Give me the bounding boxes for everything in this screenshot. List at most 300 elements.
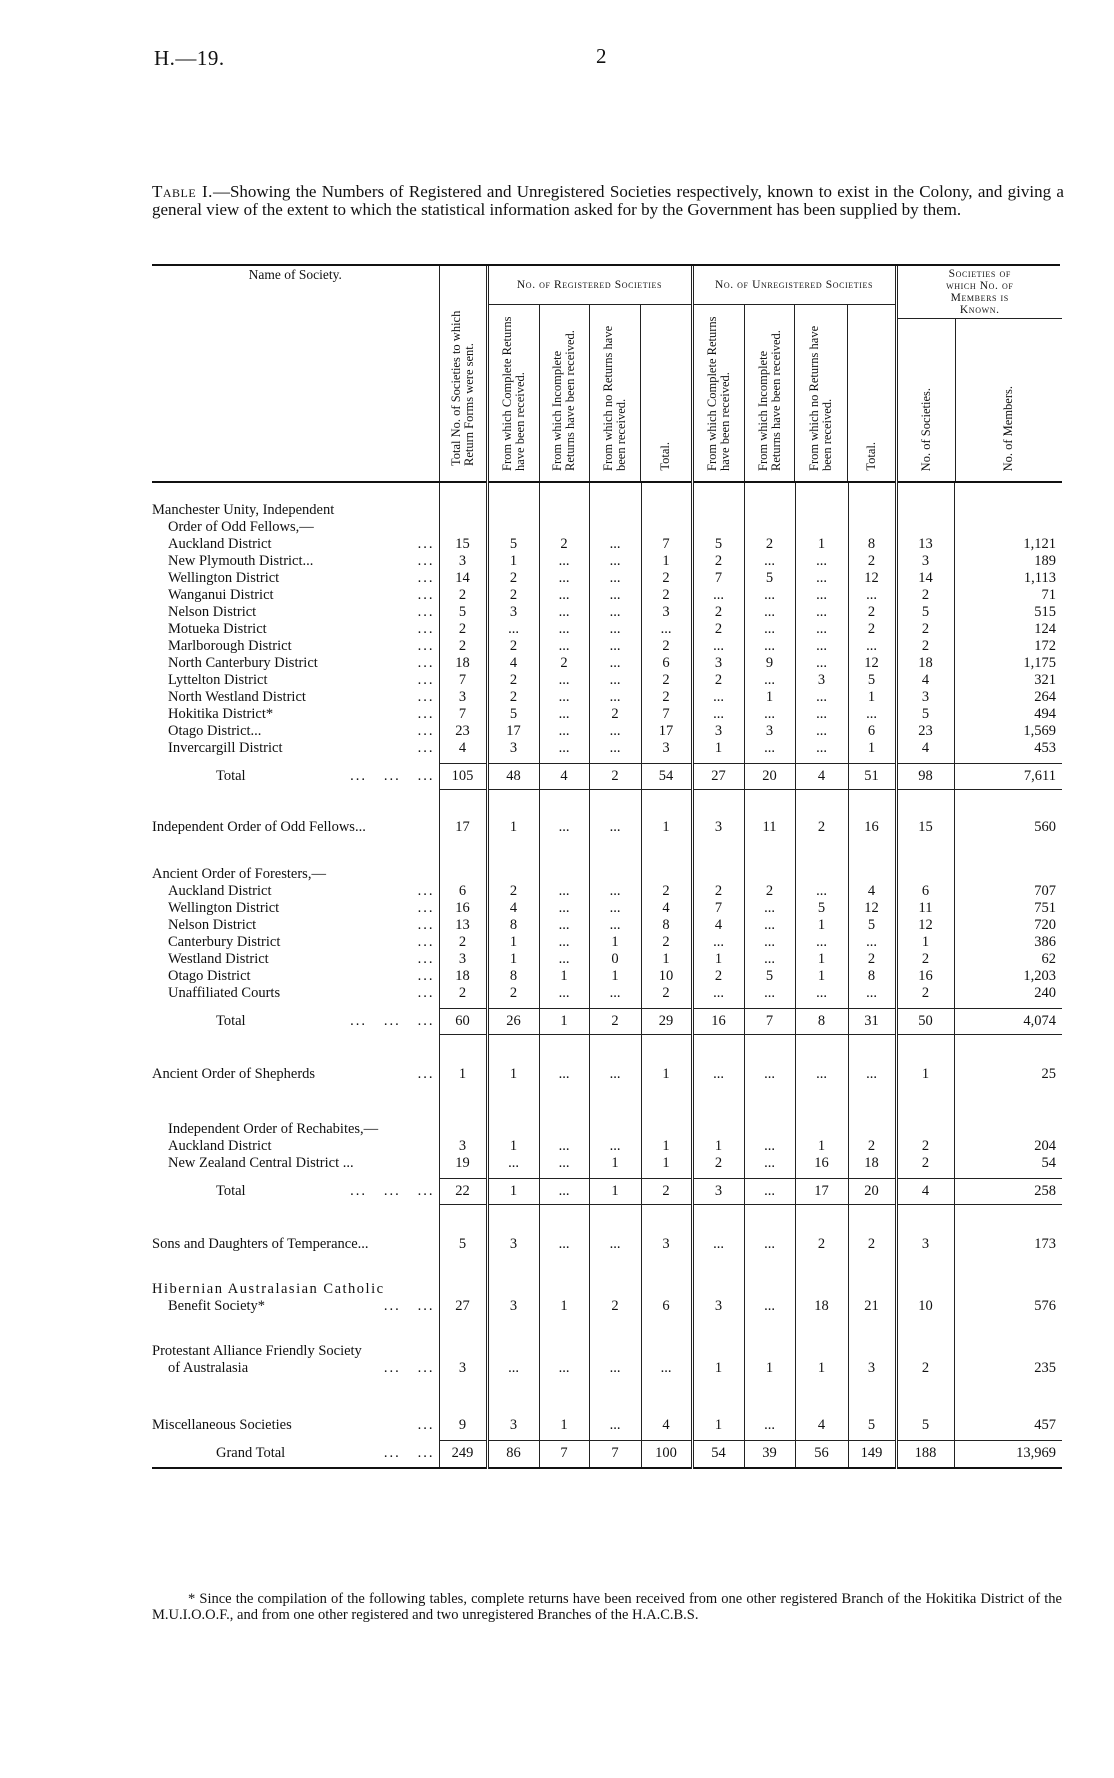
- cell: 100: [641, 1440, 692, 1468]
- cell: 453: [954, 740, 1062, 757]
- cell: 2: [848, 621, 896, 638]
- cell: 5: [744, 570, 795, 587]
- cell: ...: [744, 638, 795, 655]
- cell: 2: [589, 1008, 641, 1034]
- cell: 2: [641, 672, 692, 689]
- cell: 1: [539, 1281, 589, 1315]
- cell: 7: [589, 1440, 641, 1468]
- cell: 3: [896, 689, 954, 706]
- total-row-rechabites: Total ... ... ... 22 1 ... 1 2 3 ... 17 20 4 258: [152, 1178, 1062, 1204]
- cell: 1: [692, 951, 744, 968]
- cell: 2: [539, 536, 589, 553]
- cell: 18: [439, 968, 487, 985]
- cell: ...: [589, 570, 641, 587]
- cell: 2: [896, 985, 954, 1002]
- cell: 5: [848, 672, 896, 689]
- cell: ...: [589, 689, 641, 706]
- cell: 3: [487, 1417, 539, 1434]
- col-header-unreg-noreturns: From which no Returns have been received.: [794, 305, 846, 481]
- table-row-misc: Miscellaneous Societies ... 9 3 1 ... 4 1 ... 4 5 5 457: [152, 1417, 1062, 1434]
- cell: 56: [795, 1440, 848, 1468]
- cell: ...: [539, 621, 589, 638]
- cell: ...: [539, 587, 589, 604]
- cell: 2: [641, 689, 692, 706]
- cell: 1: [641, 553, 692, 570]
- cell: ...: [848, 934, 896, 951]
- cell: 14: [896, 570, 954, 587]
- cell: 1: [487, 1178, 539, 1204]
- cell: 3: [487, 1281, 539, 1315]
- cell: 3: [487, 604, 539, 621]
- col-header-reg-total: Total.: [640, 305, 691, 481]
- cell: 4: [641, 900, 692, 917]
- cell: 4: [487, 655, 539, 672]
- cell: 5: [439, 604, 487, 621]
- spacer-row: [152, 1315, 1062, 1343]
- cell: ...: [744, 951, 795, 968]
- cell: 2: [487, 570, 539, 587]
- cell: 3: [439, 1138, 487, 1155]
- cell: ...: [539, 723, 589, 740]
- table-row: Auckland District ... 15 5 2 ... 7 5 2 1 8 13 1,121: [152, 536, 1062, 553]
- cell: 8: [848, 536, 896, 553]
- cell: 1: [795, 1343, 848, 1377]
- cell: ...: [795, 621, 848, 638]
- cell: 1: [487, 553, 539, 570]
- cell: ...: [744, 900, 795, 917]
- cell: 50: [896, 1008, 954, 1034]
- cell: 4: [539, 763, 589, 789]
- cell: ...: [795, 655, 848, 672]
- cell: ...: [589, 1236, 641, 1253]
- table-row: Marlborough District ... 2 2 ... ... 2 ... ... ... ... 2 172: [152, 638, 1062, 655]
- cell: 31: [848, 1008, 896, 1034]
- table-row: Wanganui District ... 2 2 ... ... 2 ... ... ... ... 2 71: [152, 587, 1062, 604]
- cell: 6: [848, 723, 896, 740]
- table-row: Motueka District ... 2 ... ... ... ... 2 ... ... 2 2 124: [152, 621, 1062, 638]
- caption-label: Table I.: [152, 182, 213, 201]
- cell: 19: [439, 1155, 487, 1172]
- cell: 18: [848, 1155, 896, 1172]
- cell: 13: [896, 536, 954, 553]
- cell: ...: [539, 570, 589, 587]
- cell: 1: [795, 536, 848, 553]
- cell: ...: [744, 1178, 795, 1204]
- cell: 1: [692, 1343, 744, 1377]
- cell: 1: [896, 934, 954, 951]
- cell: 8: [848, 968, 896, 985]
- table-row-protestant: Protestant Alliance Friendly Society of Australasia ... ... 3 ... ... ... ... 1 1 1 3 2 235: [152, 1343, 1062, 1377]
- cell: 2: [795, 1236, 848, 1253]
- cell: 2: [641, 934, 692, 951]
- cell: 4: [487, 900, 539, 917]
- cell: 4: [896, 672, 954, 689]
- col-header-unreg-incomplete: From which Incomplete Returns have been received.: [744, 305, 795, 481]
- cell: 26: [487, 1008, 539, 1034]
- cell: 15: [439, 536, 487, 553]
- cell: 2: [439, 985, 487, 1002]
- cell: ...: [744, 706, 795, 723]
- cell: 3: [487, 1236, 539, 1253]
- cell: ...: [589, 1343, 641, 1377]
- cell: 2: [439, 638, 487, 655]
- cell: ...: [539, 917, 589, 934]
- cell: 3: [439, 689, 487, 706]
- cell: 8: [487, 968, 539, 985]
- statistics-table: [152, 266, 1062, 1469]
- cell: 2: [896, 951, 954, 968]
- cell: 2: [589, 763, 641, 789]
- cell: 9: [744, 655, 795, 672]
- cell: ...: [692, 706, 744, 723]
- cell: 5: [896, 604, 954, 621]
- cell: 17: [641, 723, 692, 740]
- cell: 149: [848, 1440, 896, 1468]
- cell: ...: [744, 934, 795, 951]
- cell: ...: [848, 638, 896, 655]
- cell: ...: [589, 883, 641, 900]
- cell: 1: [692, 740, 744, 757]
- cell: 23: [896, 723, 954, 740]
- cell: 1: [439, 1066, 487, 1083]
- col-header-unreg-complete: From which Complete Returns have been received.: [704, 316, 732, 471]
- page-number: 2: [596, 44, 607, 68]
- cell: 0: [589, 951, 641, 968]
- cell: 10: [896, 1281, 954, 1315]
- cell: 3: [692, 819, 744, 836]
- cell: 2: [896, 587, 954, 604]
- cell: 16: [692, 1008, 744, 1034]
- col-header-total-sent: Total No. of Societies to which Return Forms were sent.: [439, 266, 487, 482]
- unregistered-header-group: [692, 266, 896, 482]
- cell: 12: [848, 570, 896, 587]
- cell: ...: [589, 604, 641, 621]
- cell: 1: [744, 689, 795, 706]
- table-row: North Westland District ... 3 2 ... ... 2 ... 1 ... 1 3 264: [152, 689, 1062, 706]
- cell: 2: [896, 1155, 954, 1172]
- table-row: Otago District ... 18 8 1 1 10 2 5 1 8 16 1,203: [152, 968, 1062, 985]
- cell: 20: [744, 763, 795, 789]
- cell: ...: [589, 900, 641, 917]
- total-row-manchester: Total ... ... ... 105 48 4 2 54 27 20 4 51 98 7,611: [152, 763, 1062, 789]
- cell: ...: [795, 934, 848, 951]
- table-caption: [152, 183, 1064, 219]
- cell: ...: [744, 917, 795, 934]
- cell: 3: [692, 655, 744, 672]
- cell: 60: [439, 1008, 487, 1034]
- col-header-reg-noreturns: From which no Returns have been received.: [589, 305, 640, 481]
- cell: 1: [641, 1066, 692, 1083]
- cell: ...: [641, 1343, 692, 1377]
- cell: 3: [439, 951, 487, 968]
- cell: 2: [439, 621, 487, 638]
- cell: 1: [539, 968, 589, 985]
- cell: 2: [641, 883, 692, 900]
- table-row: Lyttelton District ... 7 2 ... ... 2 2 ... 3 5 4 321: [152, 672, 1062, 689]
- cell: ...: [744, 1155, 795, 1172]
- cell: 1: [487, 1066, 539, 1083]
- cell: ...: [487, 1155, 539, 1172]
- table-row: Auckland District 3 1 ... ... 1 1 ... 1 2 2 204: [152, 1138, 1062, 1155]
- cell: 3: [439, 1343, 487, 1377]
- cell: 1: [795, 951, 848, 968]
- cell: ...: [589, 1417, 641, 1434]
- cell: 2: [848, 1138, 896, 1155]
- cell: 21: [848, 1281, 896, 1315]
- cell: 18: [795, 1281, 848, 1315]
- cell: 1: [539, 1417, 589, 1434]
- cell: 4: [896, 1178, 954, 1204]
- cell: 27: [439, 1281, 487, 1315]
- cell: ...: [589, 917, 641, 934]
- cell: 6: [641, 1281, 692, 1315]
- cell: 27: [692, 763, 744, 789]
- cell: 3: [487, 740, 539, 757]
- spacer-row: [152, 482, 1062, 502]
- caption-text: —Showing the Numbers of Registered and Unregistered Societies respectively, known to exist in the Colony, and giving a general view of the extent to which the statistical information asked for by the Government has been supplied by them.: [152, 182, 1064, 219]
- cell: 3: [692, 723, 744, 740]
- unregistered-group-label: No. of Unregistered Societies: [714, 279, 874, 291]
- col-header-name: Name of Society.: [152, 266, 439, 482]
- cell: ...: [539, 1138, 589, 1155]
- cell: 7: [692, 900, 744, 917]
- cell: ...: [848, 706, 896, 723]
- cell: 16: [848, 819, 896, 836]
- cell: 235: [954, 1343, 1062, 1377]
- cell: 4: [692, 917, 744, 934]
- cell: 25: [954, 1066, 1062, 1083]
- cell: 2: [641, 570, 692, 587]
- cell: 1: [641, 951, 692, 968]
- cell: 3: [692, 1281, 744, 1315]
- cell: ...: [539, 951, 589, 968]
- cell: ...: [589, 655, 641, 672]
- cell: 494: [954, 706, 1062, 723]
- cell: 1: [589, 1155, 641, 1172]
- col-header-reg-incomplete: From which Incomplete Returns have been received.: [539, 305, 589, 481]
- cell: 62: [954, 951, 1062, 968]
- cell: 4: [848, 883, 896, 900]
- cell: ...: [487, 621, 539, 638]
- cell: 7: [439, 706, 487, 723]
- cell: ...: [795, 706, 848, 723]
- cell: 560: [954, 819, 1062, 836]
- cell: 172: [954, 638, 1062, 655]
- cell: 5: [692, 536, 744, 553]
- cell: 5: [896, 706, 954, 723]
- cell: 2: [692, 672, 744, 689]
- cell: 1: [487, 934, 539, 951]
- cell: 1: [795, 917, 848, 934]
- cell: ...: [795, 883, 848, 900]
- cell: 54: [692, 1440, 744, 1468]
- cell: ...: [848, 587, 896, 604]
- cell: 17: [439, 819, 487, 836]
- cell: 4: [641, 1417, 692, 1434]
- section-head-manchester-2: Order of Odd Fellows,—: [152, 519, 1062, 536]
- cell: ...: [692, 985, 744, 1002]
- cell: 386: [954, 934, 1062, 951]
- cell: ...: [795, 1066, 848, 1083]
- cell: ...: [848, 1066, 896, 1083]
- cell: 1: [795, 968, 848, 985]
- cell: 720: [954, 917, 1062, 934]
- cell: 2: [589, 706, 641, 723]
- cell: ...: [589, 587, 641, 604]
- cell: ...: [744, 1236, 795, 1253]
- cell: 10: [641, 968, 692, 985]
- table-row: Unaffiliated Courts ... 2 2 ... ... 2 ... ... ... ... 2 240: [152, 985, 1062, 1002]
- section-head-rechabites: Independent Order of Rechabites,—: [152, 1121, 1062, 1138]
- cell: 3: [692, 1178, 744, 1204]
- cell: 707: [954, 883, 1062, 900]
- cell: 2: [641, 985, 692, 1002]
- table-row: Wellington District ... 16 4 ... ... 4 7 ... 5 12 11 751: [152, 900, 1062, 917]
- cell: 2: [896, 638, 954, 655]
- cell: 258: [954, 1178, 1062, 1204]
- cell: ...: [744, 740, 795, 757]
- cell: 3: [439, 553, 487, 570]
- cell: ...: [539, 1343, 589, 1377]
- cell: 515: [954, 604, 1062, 621]
- table-row-sons: Sons and Daughters of Temperance... 5 3 ... ... 3 ... ... 2 2 3 173: [152, 1236, 1062, 1253]
- header-row: [152, 266, 1062, 482]
- cell: 2: [692, 604, 744, 621]
- cell: 2: [487, 638, 539, 655]
- cell: ...: [539, 740, 589, 757]
- cell: 12: [848, 655, 896, 672]
- cell: ...: [641, 621, 692, 638]
- cell: ...: [692, 689, 744, 706]
- cell: 457: [954, 1417, 1062, 1434]
- cell: 4: [795, 763, 848, 789]
- registered-header-group: [487, 266, 692, 482]
- page-reference: H.—19.: [154, 46, 225, 70]
- cell: 22: [439, 1178, 487, 1204]
- cell: ...: [795, 570, 848, 587]
- col-header-unreg-total: Total.: [847, 305, 895, 481]
- col-header-reg-complete: From which Complete Returns have been received.: [499, 316, 527, 471]
- cell: ...: [744, 1281, 795, 1315]
- grand-total-row: Grand Total ... ... 249 86 7 7 100 54 39 56 149 188 13,969: [152, 1440, 1062, 1468]
- table-row-hibernian: Hibernian Australasian Catholic Benefit Society* ... ... 27 3 1 2 6 3 ... 18 21 10 576: [152, 1281, 1062, 1315]
- cell: 1: [641, 819, 692, 836]
- cell: 1,203: [954, 968, 1062, 985]
- cell: ...: [795, 689, 848, 706]
- cell: 39: [744, 1440, 795, 1468]
- cell: 2: [589, 1281, 641, 1315]
- cell: 1,121: [954, 536, 1062, 553]
- table-row: Nelson District ... 5 3 ... ... 3 2 ... ... 2 5 515: [152, 604, 1062, 621]
- cell: ...: [744, 1417, 795, 1434]
- footnote: * Since the compilation of the following tables, complete returns have been received from one other registered Branch of the Hokitika District of the M.U.I.O.O.F., and from one other registered and two unregistered Branches of the H.A.C.B.S.: [152, 1591, 1062, 1623]
- cell: 204: [954, 1138, 1062, 1155]
- cell: 105: [439, 763, 487, 789]
- cell: 2: [692, 1155, 744, 1172]
- cell: 2: [692, 968, 744, 985]
- cell: 1: [487, 951, 539, 968]
- cell: 2: [795, 819, 848, 836]
- cell: 23: [439, 723, 487, 740]
- cell: 1: [641, 1138, 692, 1155]
- cell: 2: [692, 621, 744, 638]
- cell: ...: [744, 1138, 795, 1155]
- cell: 3: [641, 604, 692, 621]
- cell: 6: [439, 883, 487, 900]
- spacer-row: [152, 1204, 1062, 1236]
- cell: ...: [539, 553, 589, 570]
- cell: 7: [439, 672, 487, 689]
- cell: ...: [795, 587, 848, 604]
- cell: 1: [539, 1008, 589, 1034]
- cell: 13,969: [954, 1440, 1062, 1468]
- cell: 11: [744, 819, 795, 836]
- cell: 1: [589, 1178, 641, 1204]
- cell: ...: [589, 536, 641, 553]
- cell: 3: [795, 672, 848, 689]
- cell: 4: [795, 1417, 848, 1434]
- cell: 321: [954, 672, 1062, 689]
- cell: 3: [896, 1236, 954, 1253]
- cell: 5: [848, 1417, 896, 1434]
- cell: 2: [692, 883, 744, 900]
- cell: ...: [539, 1178, 589, 1204]
- cell: 2: [896, 1343, 954, 1377]
- total-row-foresters: Total ... ... ... 60 26 1 2 29 16 7 8 31 50 4,074: [152, 1008, 1062, 1034]
- spacer-row: [152, 836, 1062, 866]
- cell: 71: [954, 587, 1062, 604]
- cell: 4: [439, 740, 487, 757]
- cell: 124: [954, 621, 1062, 638]
- cell: 1: [848, 689, 896, 706]
- cell: ...: [589, 740, 641, 757]
- cell: ...: [744, 587, 795, 604]
- cell: 98: [896, 763, 954, 789]
- spacer-row: [152, 1083, 1062, 1121]
- table-row: Canterbury District ... 2 1 ... 1 2 ... ... ... ... 1 386: [152, 934, 1062, 951]
- cell: 2: [848, 553, 896, 570]
- cell: 6: [641, 655, 692, 672]
- section-head-manchester: Manchester Unity, Independent: [152, 502, 1062, 519]
- cell: ...: [795, 604, 848, 621]
- cell: 2: [487, 883, 539, 900]
- cell: ...: [795, 638, 848, 655]
- cell: 2: [692, 553, 744, 570]
- cell: 2: [539, 655, 589, 672]
- table-row: Auckland District ... 6 2 ... ... 2 2 2 ... 4 6 707: [152, 883, 1062, 900]
- cell: 3: [896, 553, 954, 570]
- cell: 5: [487, 706, 539, 723]
- cell: ...: [744, 1066, 795, 1083]
- cell: ...: [692, 1236, 744, 1253]
- cell: 1: [589, 968, 641, 985]
- cell: 2: [848, 951, 896, 968]
- cell: 7: [641, 706, 692, 723]
- cell: 2: [439, 587, 487, 604]
- cell: 54: [954, 1155, 1062, 1172]
- cell: 1: [896, 1066, 954, 1083]
- cell: 17: [487, 723, 539, 740]
- cell: 4: [896, 740, 954, 757]
- cell: 7: [641, 536, 692, 553]
- cell: ...: [539, 900, 589, 917]
- cell: 1: [744, 1343, 795, 1377]
- cell: 264: [954, 689, 1062, 706]
- cell: 188: [896, 1440, 954, 1468]
- section-head-foresters: Ancient Order of Foresters,—: [152, 866, 1062, 883]
- cell: ...: [795, 723, 848, 740]
- spacer-row: [152, 789, 1062, 819]
